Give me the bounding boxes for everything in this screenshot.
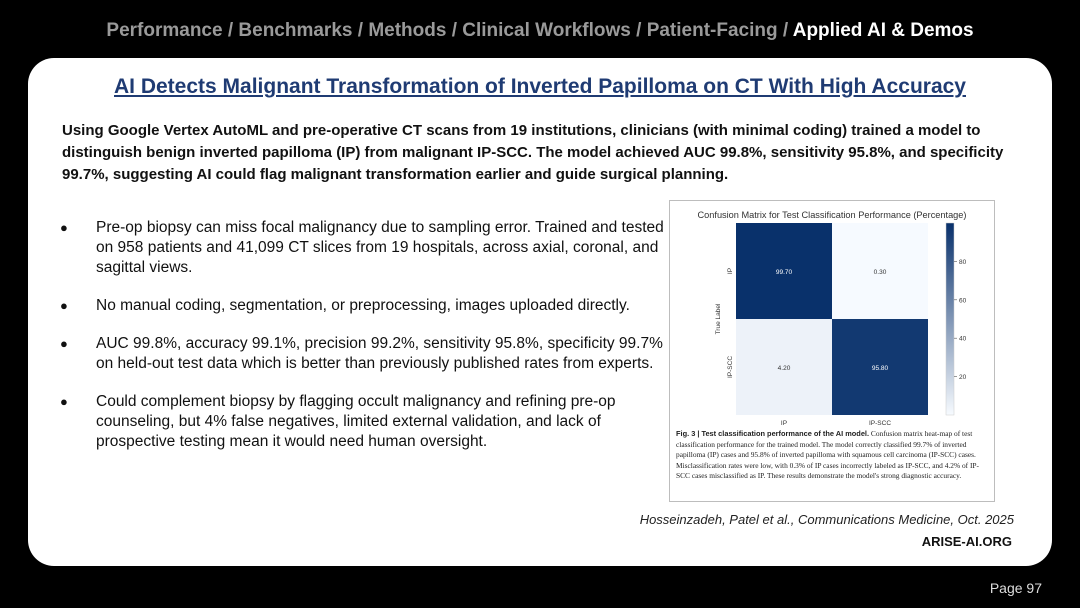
cell-value-label: 0.30 <box>873 269 887 276</box>
y-axis-label: True Label <box>715 303 722 335</box>
y-tick-label: IP-SCC <box>727 355 734 379</box>
bullet-marker: ● <box>60 394 68 409</box>
bullet-item <box>58 296 668 316</box>
bullet-item <box>58 334 668 374</box>
cell-value-label: 4.20 <box>777 365 791 372</box>
bullet-marker: ● <box>60 298 68 313</box>
x-tick-label: IP-SCC <box>868 420 892 427</box>
bullet-marker: ● <box>60 220 68 235</box>
figure-caption <box>676 429 988 482</box>
chart-title: Confusion Matrix for Test Classification Performance (Percentage) <box>697 210 967 220</box>
breadcrumb-item[interactable]: Patient-Facing <box>646 20 778 41</box>
breadcrumb-separator: / <box>227 20 234 41</box>
breadcrumb-item[interactable]: Performance <box>106 20 223 41</box>
cell-value-label: 99.70 <box>775 269 793 276</box>
breadcrumb-separator: / <box>636 20 642 41</box>
bullet-text: Pre-op biopsy can miss focal malignancy due to sampling error. Trained and tested on 958 patients and 41,099 CT slices from 19 hospitals, across axial, coronal, and sagittal views. <box>96 219 664 276</box>
breadcrumb-separator: / <box>451 20 457 41</box>
colorbar-tick-label: 60 <box>959 297 967 305</box>
breadcrumb-item[interactable]: Clinical Workflows <box>462 20 631 41</box>
confusion-matrix-chart <box>670 201 994 429</box>
slide-card <box>28 58 1052 566</box>
figure-panel <box>669 200 995 502</box>
breadcrumb-separator: / <box>782 20 789 41</box>
breadcrumb-current[interactable]: Applied AI & Demos <box>792 20 974 41</box>
bullet-text: AUC 99.8%, accuracy 99.1%, precision 99.2%, sensitivity 95.8%, specificity 99.7% on held-out test data which is better than previously published rates from experts. <box>96 335 663 372</box>
breadcrumb-item[interactable]: Methods <box>368 20 447 41</box>
colorbar <box>946 223 954 415</box>
breadcrumb-item[interactable]: Benchmarks <box>238 20 353 41</box>
slide-summary: Using Google Vertex AutoML and pre-operative CT scans from 19 institutions, clinicians (with minimal coding) trained a model to distinguish benign inverted papilloma (IP) from malignant IP-SCC. The model achieved AUC 99.8%, sensitivity 95.8%, and specificity 99.7%, suggesting AI could flag malignant transformation earlier and guide surgical planning. <box>62 122 1004 183</box>
figure-caption-label: Fig. 3 | Test classification performance of the AI model. <box>676 429 870 438</box>
breadcrumb-separator: / <box>357 20 364 41</box>
bullet-item <box>58 392 668 452</box>
page-number: Page 97 <box>989 580 1042 596</box>
bullet-item <box>58 218 668 278</box>
slide-title: AI Detects Malignant Transformation of Inverted Papilloma on CT With High Accuracy <box>114 75 966 98</box>
bullet-list <box>58 218 668 470</box>
y-tick-label: IP <box>727 267 734 275</box>
figure-caption-text: Confusion matrix heat-map of test classification performance for the trained model. The model correctly classified 99.7% of inverted papilloma (IP) cases and 95.8% of inverted papilloma with squamous cell carcinoma (IP-SCC) cases. Misclassification rates were low, with 0.3% of IP cases incorrectly labeled as IP-SCC, and 4.2% of IP-SCC cases misclassified as IP. These results demonstrate the model's strong diagnostic accuracy. <box>676 429 980 480</box>
colorbar-tick-label: 80 <box>959 258 967 266</box>
colorbar-tick-label: 20 <box>959 374 967 382</box>
bullet-text: Could complement biopsy by flagging occult malignancy and refining pre-op counseling, but 4% false negatives, limited external validation, and lack of prospective testing mean it would need human oversight. <box>96 393 616 450</box>
citation: Hosseinzadeh, Patel et al., Communications Medicine, Oct. 2025 <box>639 512 1014 527</box>
breadcrumb <box>0 20 1080 42</box>
colorbar-tick-label: 40 <box>959 335 967 343</box>
x-tick-label: IP <box>780 420 788 427</box>
brand-label: ARISE-AI.ORG <box>921 534 1012 549</box>
bullet-text: No manual coding, segmentation, or preprocessing, images uploaded directly. <box>96 297 630 314</box>
bullet-marker: ● <box>60 336 68 351</box>
cell-value-label: 95.80 <box>871 365 889 372</box>
